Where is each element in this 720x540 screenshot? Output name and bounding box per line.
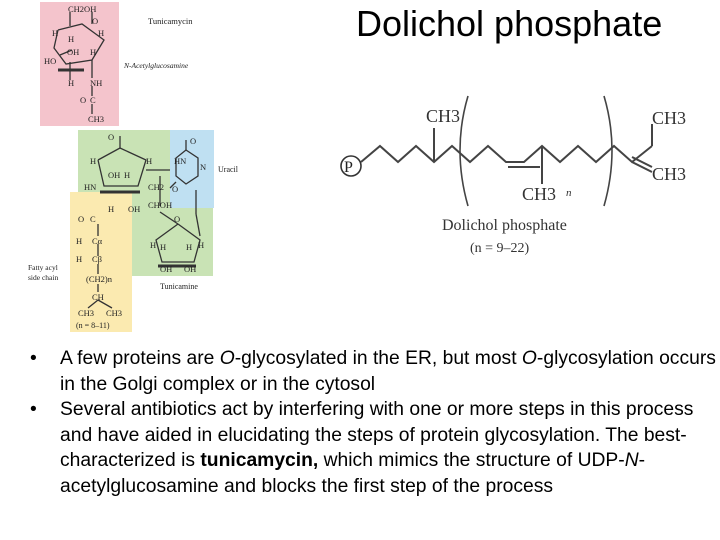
acyl-ch3b: CH3 <box>106 308 123 318</box>
tunicamine-h4: H <box>108 204 115 214</box>
tunicamine-choh: CHOH <box>148 200 173 210</box>
tunicamine-h8: H <box>186 242 193 252</box>
acyl-ca: Cα <box>92 236 103 246</box>
label-nacetylglucosamine: N-Acetylglucosamine <box>124 61 189 70</box>
glcnac-h5: H <box>68 78 75 88</box>
dolichol-ch3-top-left: CH3 <box>426 106 461 126</box>
tunicamine-o2: O <box>174 214 181 224</box>
bullet-2-italic-n: N <box>624 450 639 471</box>
tunicamine-h7: H <box>160 242 167 252</box>
tunicamine-oh2: OH <box>128 204 141 214</box>
acyl-c: C <box>90 214 96 224</box>
bullet-1-italic-o-1: O <box>219 348 235 369</box>
dolichol-n-subscript: n <box>566 187 572 199</box>
bullet-1-text-b: -glycosylated in the ER, but most <box>234 348 522 369</box>
acyl-n-range: (n = 8–11) <box>76 321 110 330</box>
acyl-o: O <box>78 214 85 224</box>
dolichol-caption: Dolichol phosphate <box>442 217 567 234</box>
glcnac-ch3: CH3 <box>88 114 105 124</box>
label-fatty-acyl-2: side chain <box>28 273 59 282</box>
glcnac-h2: H <box>68 34 75 44</box>
label-tunicamycin: Tunicamycin <box>148 16 193 26</box>
glcnac-h4: H <box>90 47 97 57</box>
dolichol-chain <box>361 124 652 184</box>
glcnac-h1: H <box>52 28 59 38</box>
tunicamine-h6: H <box>198 240 205 250</box>
label-fatty-acyl-1: Fatty acyl <box>28 263 58 272</box>
glcnac-o2: O <box>80 95 87 105</box>
dolichol-ch3-top-right: CH3 <box>652 108 687 128</box>
dolichol-n-range: (n = 9–22) <box>470 241 530 256</box>
glcnac-oh: OH <box>67 47 80 57</box>
bullet-item-2 <box>30 397 720 499</box>
phosphate-label: P <box>344 159 353 176</box>
tunicamine-h1: H <box>90 156 97 166</box>
dolichol-labels <box>426 106 686 256</box>
acyl-h2: H <box>76 254 83 264</box>
dolichol-ch3-bottom: CH3 <box>522 184 557 204</box>
bullet-1-text-a: A few proteins are <box>60 348 220 369</box>
tunicamine-oh: OH <box>108 170 121 180</box>
uracil-o1: O <box>190 136 197 146</box>
acyl-cb: Cβ <box>92 254 102 264</box>
uracil-n: N <box>200 162 207 172</box>
bullet-2-text-c: -acetylglucosamine and blocks the first step of the process <box>60 450 646 497</box>
bullet-item-1 <box>30 346 720 397</box>
acyl-h1: H <box>76 236 83 246</box>
tunicamine-o1: O <box>108 132 115 142</box>
uracil-o2: O <box>172 184 179 194</box>
glcnac-h3: H <box>98 28 105 38</box>
bullet-2-text-a: Several antibiotics act by interfering with one or more steps in this process and have aided in elucidating the steps of protein glycosylation. The best-characterized is <box>60 399 694 471</box>
tunicamine-h3: H <box>124 170 131 180</box>
tunicamine-oh3: OH <box>160 264 173 274</box>
tunicamine-h2: H <box>146 156 153 166</box>
glcnac-ho: HO <box>44 56 57 66</box>
label-tunicamine: Tunicamine <box>160 282 198 291</box>
acyl-ch3a: CH3 <box>78 308 95 318</box>
dolichol-figure <box>341 96 686 256</box>
tunicamine-ch2: CH2 <box>148 182 165 192</box>
bullet-2-text-b: which mimics the structure of UDP- <box>318 450 625 471</box>
bullet-1-italic-o-2: O <box>521 348 537 369</box>
glcnac-ch2oh: CH2OH <box>68 4 97 14</box>
glcnac-nh: NH <box>90 78 103 88</box>
tunicamine-oh4: OH <box>184 264 197 274</box>
slide-title: Dolichol phosphate <box>356 3 663 44</box>
glcnac-c: C <box>90 95 96 105</box>
left-bracket <box>460 96 468 206</box>
label-uracil: Uracil <box>218 165 238 174</box>
dolichol-ch3-right: CH3 <box>652 164 687 184</box>
tunicamine-h5: H <box>150 240 157 250</box>
glcnac-o: O <box>92 16 99 26</box>
bullet-2-bold-tunicamycin: tunicamycin, <box>200 450 319 471</box>
uracil-hn: HN <box>174 156 187 166</box>
bullet-1-text-c: -glycosylation occurs in the Golgi complex or in the cytosol <box>60 348 716 395</box>
tunicamycin-figure <box>28 2 239 332</box>
tunicamine-hn: HN <box>84 182 97 192</box>
acyl-ch2n: (CH2)n <box>86 274 112 284</box>
bullet-list <box>30 346 720 499</box>
acyl-ch: CH <box>92 292 104 302</box>
